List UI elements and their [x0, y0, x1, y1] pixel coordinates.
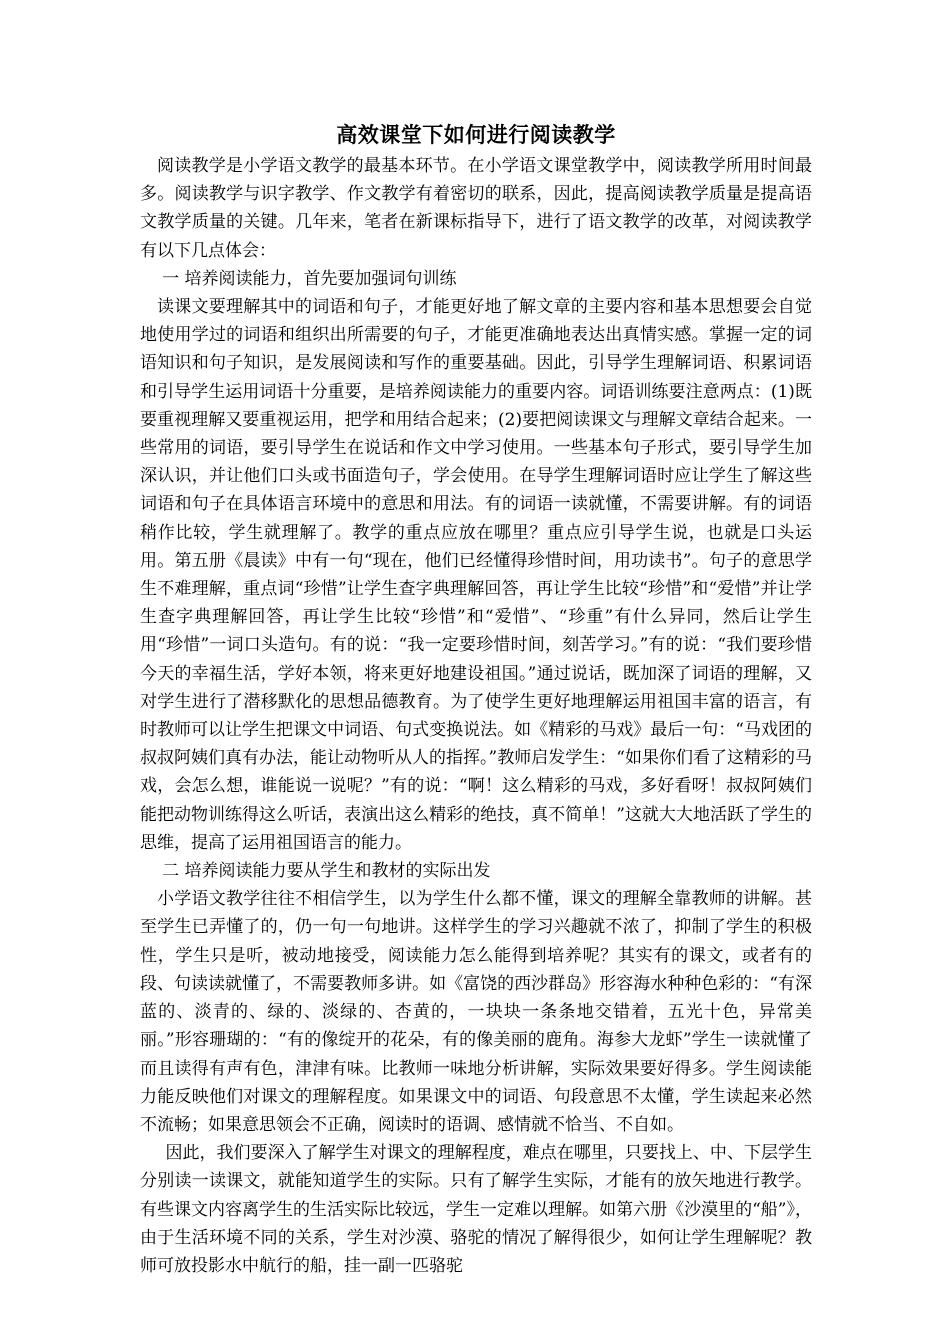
- section1-heading: 一 培养阅读能力，首先要加强词句训练: [162, 268, 457, 289]
- document-title: 高效课堂下如何进行阅读教学: [336, 122, 616, 147]
- section1-paragraph: 读课文要理解其中的词语和句子，才能更好地了解文章的主要内容和基本思想要会自觉地使用学过的词语和组织出所需要的句子，才能更准确地表达出真情实感。掌握一定的词语知识和句子知识，是发展阅读和写作的重要基础。因此，引导学生理解词语、积累词语和引导学生运用词语十分重要，是培养阅读能力的重要内容。词语训练要注意两点：(1)既要重视理解又要重视运用，把学和用结合起来；(2)要把阅读课文与理解文章结合起来。一些常用的词语，要引导学生在说话和作文中学习使用。一些基本句子形式，要引导学生加深认识，并让他们口头或书面造句子，学会使用。在导学生理解词语时应让学生了解这些词语和句子在具体语言环境中的意思和用法。有的词语一读就懂，不需要讲解。有的词语稍作比较，学生就理解了。教学的重点应放在哪里？重点应引导学生说，也就是口头运用。第五册《晨读》中有一句“现在，他们已经懂得珍惜时间，用功读书”。句子的意思学生不难理解，重点词“珍惜”让学生查字典理解回答，再让学生比较“珍惜”和“爱惜”并让学生查字典理解回答，再让学生比较“珍惜”和“爱惜”、“珍重”有什么异同，然后让学生用“珍惜”一词口头造句。有的说：“我一定要珍惜时间，刻苦学习。”有的说：“我们要珍惜今天的幸福生活，学好本领，将来更好地建设祖国。”通过说话，既加深了词语的理解，又对学生进行了潜移默化的思想品德教育。为了使学生更好地理解运用祖国丰富的语言，有时教师可以让学生把课文中词语、句式变换说法。如《精彩的马戏》最后一句：“马戏团的叔叔阿姨们真有办法，能让动物听从人的指挥。”教师启发学生：“如果你们看了这精彩的马戏，会怎么想，谁能说一说呢？”有的说：“啊！这么精彩的马戏，多好看呀！叔叔阿姨们能把动物训练得这么听话，表演出这么精彩的绝技，真不简单！”这就大大地活跃了学生的思维，提高了运用祖国语言的能力。: [140, 297, 812, 853]
- document-page: [140, 118, 812, 1280]
- intro-paragraph: 阅读教学是小学语文教学的最基本环节。在小学语文课堂教学中，阅读教学所用时间最多。阅读教学与识字教学、作文教学有着密切的联系，因此，提高阅读教学质量是提高语文教学质量的关键。几年来，笔者在新课标指导下，进行了语文教学的改革，对阅读教学有以下几点体会：: [140, 156, 812, 261]
- section2-paragraph-1: 小学语文教学往往不相信学生，以为学生什么都不懂，课文的理解全靠教师的讲解。甚至学生已弄懂了的，仍一句一句地讲。这样学生的学习兴趣就不浓了，抑制了学生的积极性，学生只是听，被动地接受，阅读能力怎么能得到培养呢？其实有的课文，或者有的段、句读读就懂了，不需要教师多讲。如《富饶的西沙群岛》形容海水种种色彩的：“有深蓝的、淡青的、绿的、淡绿的、杏黄的，一块块一条条地交错着，五光十色，异常美丽。”形容珊瑚的：“有的像绽开的花朵，有的像美丽的鹿角。海参大龙虾”学生一读就懂了而且读得有声有色，津津有味。比教师一味地分析讲解，实际效果要好得多。学生阅读能力能反映他们对课文的理解程度。如果课文中的词语、句段意思不太懂，学生读起来必然不流畅；如果意思领会不正确，阅读时的语调、感情就不恰当、不自如。: [140, 889, 812, 1135]
- section2-paragraph-2: 因此，我们要深入了解学生对课文的理解程度，难点在哪里，只要找上、中、下层学生分别读一读课文，就能知道学生的实际。只有了解学生实际，才能有的放矢地进行教学。有些课文内容离学生的生活实际比较远，学生一定难以理解。如第六册《沙漠里的“船”》，由于生活环境不同的关系，学生对沙漠、骆驼的情况了解得很少，如何让学生理解呢？教师可放投影水中航行的船，挂一副一匹骆驼: [140, 1143, 812, 1276]
- section2-heading: 二 培养阅读能力要从学生和教材的实际出发: [162, 861, 491, 882]
